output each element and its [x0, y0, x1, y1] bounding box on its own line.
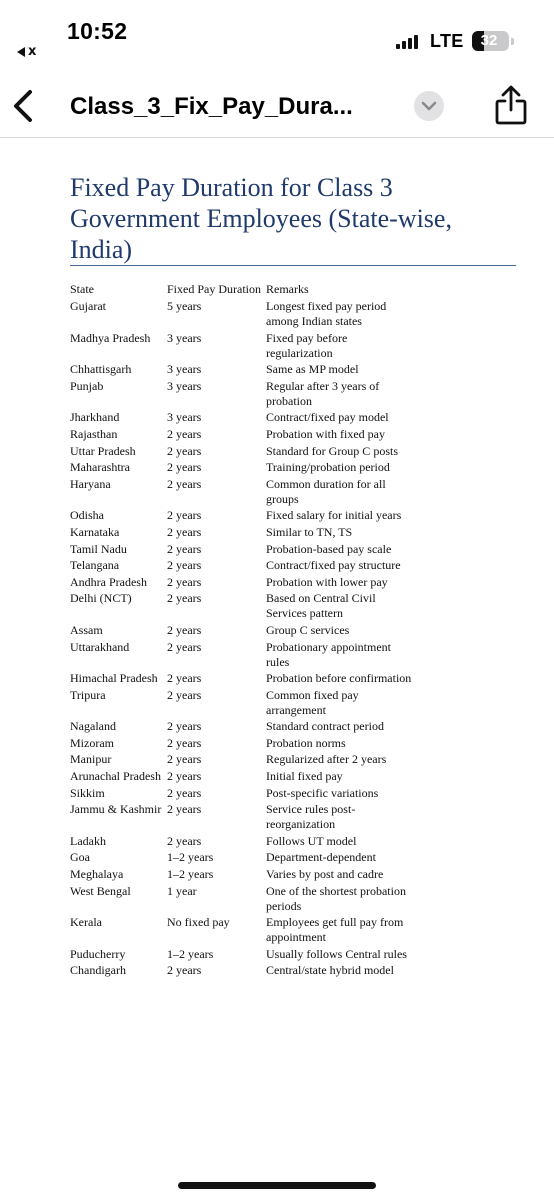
state-cell: Delhi (NCT)	[70, 591, 132, 606]
state-cell: Gujarat	[70, 299, 106, 313]
state-cell: West Bengal	[70, 883, 131, 898]
duration-cell: 1 year	[167, 883, 197, 898]
state-cell: Assam	[70, 622, 103, 637]
duration-cell: 2 years	[167, 524, 202, 539]
duration-cell: 1–2 years	[167, 850, 214, 865]
document-title: Fixed Pay Duration for Class 3 Government Employees (State-wise, India)	[70, 173, 452, 264]
table-row	[70, 786, 416, 803]
duration-cell: 2 years	[167, 443, 202, 458]
duration-cell: 2 years	[167, 785, 202, 800]
state-cell: Jharkhand	[70, 410, 120, 425]
duration-cell: 3 years	[167, 410, 202, 425]
table-row	[70, 331, 416, 363]
table-row	[70, 802, 416, 834]
duration-cell: 2 years	[167, 752, 202, 767]
state-cell: Manipur	[70, 752, 112, 767]
remarks-cell: Probationary appointment rules	[266, 639, 391, 669]
remarks-cell: Standard contract period	[266, 719, 384, 734]
state-cell: Maharashtra	[70, 460, 130, 475]
nav-bar	[0, 72, 554, 138]
table-row	[70, 947, 416, 964]
remarks-cell: Common fixed pay arrangement	[266, 687, 359, 717]
table-row	[70, 508, 416, 525]
duration-cell: 2 years	[167, 769, 202, 784]
table-row	[70, 867, 416, 884]
table-row	[70, 299, 416, 331]
remarks-cell: Based on Central Civil Services pattern	[266, 591, 376, 621]
remarks-cell: Probation with lower pay	[266, 574, 388, 589]
remarks-cell: Probation before confirmation	[266, 671, 412, 686]
back-chevron-icon[interactable]	[8, 86, 42, 126]
column-header-duration: Fixed Pay Duration	[167, 282, 261, 296]
duration-cell: 2 years	[167, 591, 202, 606]
duration-cell: 3 years	[167, 330, 202, 345]
table-row	[70, 575, 416, 592]
document-name[interactable]: Class_3_Fix_Pay_Dura...	[70, 93, 353, 120]
state-cell: Andhra Pradesh	[70, 574, 147, 589]
state-cell: Ladakh	[70, 833, 106, 848]
state-cell: Meghalaya	[70, 867, 124, 882]
state-cell: Uttar Pradesh	[70, 443, 136, 458]
remarks-cell: Contract/fixed pay structure	[266, 558, 401, 573]
duration-cell: 2 years	[167, 833, 202, 848]
remarks-cell: Department-dependent	[266, 850, 376, 865]
duration-cell: 2 years	[167, 426, 202, 441]
table-body	[70, 299, 416, 980]
table-row	[70, 640, 416, 672]
duration-cell: 3 years	[167, 378, 202, 393]
table-row	[70, 542, 416, 559]
remarks-cell: Initial fixed pay	[266, 769, 343, 784]
remarks-cell: Contract/fixed pay model	[266, 410, 389, 425]
duration-cell: 2 years	[167, 622, 202, 637]
state-cell: Sikkim	[70, 785, 105, 800]
remarks-cell: Post-specific variations	[266, 785, 379, 800]
duration-cell: 1–2 years	[167, 867, 214, 882]
state-cell: Goa	[70, 850, 90, 865]
back-triangle-icon	[17, 47, 25, 57]
remarks-cell: Longest fixed pay period among Indian states	[266, 299, 387, 328]
duration-cell: 2 years	[167, 639, 202, 654]
duration-cell: 2 years	[167, 574, 202, 589]
state-cell: Puducherry	[70, 946, 126, 961]
remarks-cell: Employees get full pay from appointment	[266, 915, 404, 945]
duration-cell: 2 years	[167, 671, 202, 686]
battery-level: 32	[480, 32, 498, 49]
table-row	[70, 362, 416, 379]
state-cell: Kerala	[70, 915, 102, 930]
state-cell: Mizoram	[70, 735, 114, 750]
home-indicator[interactable]	[178, 1182, 376, 1189]
remarks-cell: Fixed pay before regularization	[266, 330, 348, 360]
duration-cell: 2 years	[167, 735, 202, 750]
table-row	[70, 379, 416, 411]
remarks-cell: Common duration for all groups	[266, 476, 386, 506]
remarks-cell: One of the shortest probation periods	[266, 883, 406, 913]
state-cell: Telangana	[70, 558, 120, 573]
duration-cell: 2 years	[167, 719, 202, 734]
state-cell: Nagaland	[70, 719, 116, 734]
state-cell: Chhattisgarh	[70, 362, 132, 377]
share-icon[interactable]	[492, 84, 530, 126]
remarks-cell: Similar to TN, TS	[266, 524, 353, 539]
remarks-cell: Fixed salary for initial years	[266, 508, 402, 523]
table-row	[70, 884, 416, 916]
table-row	[70, 736, 416, 753]
duration-cell: 3 years	[167, 362, 202, 377]
duration-cell: 2 years	[167, 687, 202, 702]
column-header-remarks: Remarks	[266, 282, 309, 296]
remarks-cell: Usually follows Central rules	[266, 946, 407, 961]
remarks-cell: Probation norms	[266, 735, 346, 750]
table-header-row	[70, 282, 416, 299]
duration-cell: 2 years	[167, 508, 202, 523]
duration-cell: 2 years	[167, 558, 202, 573]
back-app-label: x	[28, 44, 37, 59]
remarks-cell: Same as MP model	[266, 362, 359, 377]
duration-cell: 2 years	[167, 460, 202, 475]
table-row	[70, 460, 416, 477]
back-to-app-button[interactable]	[17, 44, 36, 59]
state-cell: Chandigarh	[70, 963, 126, 978]
remarks-cell: Group C services	[266, 622, 350, 637]
table-row	[70, 591, 416, 623]
remarks-cell: Standard for Group C posts	[266, 443, 398, 458]
remarks-cell: Probation with fixed pay	[266, 426, 385, 441]
duration-cell: 2 years	[167, 476, 202, 491]
state-cell: Arunachal Pradesh	[70, 769, 161, 784]
state-cell: Rajasthan	[70, 426, 118, 441]
table-row	[70, 671, 416, 688]
duration-cell: No fixed pay	[167, 915, 230, 930]
remarks-cell: Regular after 3 years of probation	[266, 378, 380, 408]
column-header-state: State	[70, 282, 94, 296]
table-row	[70, 688, 416, 720]
table-row	[70, 558, 416, 575]
table-row	[70, 915, 416, 947]
table-row	[70, 769, 416, 786]
status-time: 10:52	[67, 18, 128, 44]
state-cell: Uttarakhand	[70, 639, 130, 654]
remarks-cell: Service rules post-reorganization	[266, 802, 356, 832]
table-row	[70, 850, 416, 867]
table-row	[70, 752, 416, 769]
remarks-cell: Training/probation period	[266, 460, 390, 475]
state-cell: Haryana	[70, 476, 111, 491]
table-row	[70, 477, 416, 509]
duration-cell: 2 years	[167, 541, 202, 556]
battery-icon	[472, 31, 509, 51]
table-row	[70, 719, 416, 736]
fixed-pay-table	[70, 282, 416, 980]
title-divider	[70, 265, 516, 266]
cellular-signal-icon	[396, 35, 422, 49]
duration-cell: 5 years	[167, 299, 202, 313]
status-bar	[0, 0, 554, 72]
remarks-cell: Varies by post and cadre	[266, 867, 384, 882]
remarks-cell: Follows UT model	[266, 833, 357, 848]
state-cell: Tamil Nadu	[70, 541, 127, 556]
state-cell: Himachal Pradesh	[70, 671, 158, 686]
table-row	[70, 410, 416, 427]
table-row	[70, 444, 416, 461]
duration-cell: 1–2 years	[167, 946, 214, 961]
table-row	[70, 623, 416, 640]
duration-cell: 2 years	[167, 802, 202, 817]
remarks-cell: Central/state hybrid model	[266, 963, 394, 978]
state-cell: Tripura	[70, 687, 106, 702]
state-cell: Jammu & Kashmir	[70, 802, 162, 817]
state-cell: Karnataka	[70, 524, 120, 539]
duration-cell: 2 years	[167, 963, 202, 978]
state-cell: Punjab	[70, 378, 104, 393]
carrier-label: LTE	[430, 31, 464, 51]
table-row	[70, 427, 416, 444]
remarks-cell: Regularized after 2 years	[266, 752, 387, 767]
state-cell: Madhya Pradesh	[70, 330, 151, 345]
chevron-down-icon[interactable]	[414, 91, 444, 121]
remarks-cell: Probation-based pay scale	[266, 541, 392, 556]
state-cell: Odisha	[70, 508, 104, 523]
table-row	[70, 834, 416, 851]
table-row	[70, 963, 416, 980]
table-row	[70, 525, 416, 542]
